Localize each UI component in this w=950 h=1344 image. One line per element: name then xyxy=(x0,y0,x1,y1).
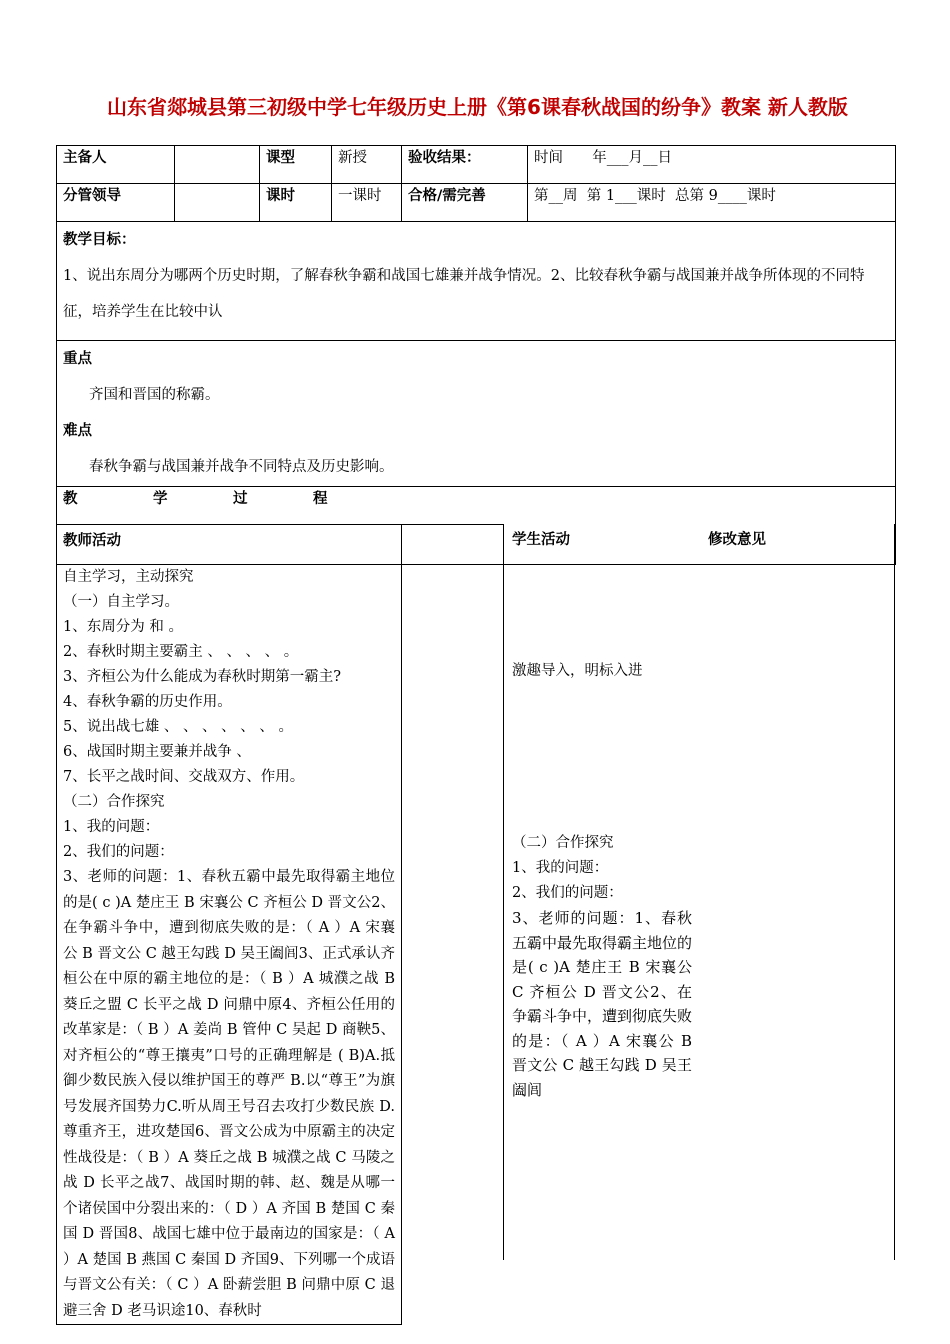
process-char: 过 xyxy=(233,491,248,507)
revise-column-header: 修改意见 xyxy=(700,524,894,565)
class-hours-value: 一课时 xyxy=(332,184,402,222)
student-activity-cell xyxy=(503,524,701,1260)
key-text: 齐国和晋国的称霸。 xyxy=(89,387,220,403)
teacher-line: 5、说出战七雄 、 、 、 、 、 、 。 xyxy=(63,719,293,735)
objectives-section xyxy=(57,222,896,341)
student-line: 1、我的问题： xyxy=(512,860,609,876)
teacher-line: （一）自主学习。 xyxy=(63,594,179,610)
teacher-line: 2、春秋时期主要霸主 、 、 、 、 。 xyxy=(63,644,299,660)
lesson-type-label: 课型 xyxy=(260,146,332,184)
qualified-label: 合格/需完善 xyxy=(402,184,528,222)
teacher-line: 3、齐桓公为什么能成为春秋时期第一霸主? xyxy=(63,669,341,685)
teacher-line: （二）合作探究 xyxy=(63,794,165,810)
process-char: 教 xyxy=(63,491,78,507)
lesson-type-value: 新授 xyxy=(332,146,402,184)
supervisor-value xyxy=(175,184,260,222)
student-intro: 激趣导入，明标入进 xyxy=(512,663,643,679)
objectives-heading: 教学目标： xyxy=(63,232,136,248)
time-cell xyxy=(528,146,896,184)
objectives-text: 1、说出东周分为哪两个历史时期，了解春秋争霸和战国七雄兼并战争情况。2、比较春秋争霸与战国兼并战争所体现的不同特征，培养学生在比较中认 xyxy=(63,268,865,320)
preparer-value xyxy=(175,146,260,184)
supervisor-label: 分管领导 xyxy=(57,184,175,222)
teacher-line: 7、长平之战时间、交战双方、作用。 xyxy=(63,769,305,785)
class-hours-label: 课时 xyxy=(260,184,332,222)
time-label: 时间 xyxy=(534,150,563,166)
teacher-line: 2、我们的问题： xyxy=(63,844,174,860)
key-difficult-section xyxy=(57,341,896,487)
acceptance-label: 验收结果： xyxy=(402,146,528,184)
date-text: 年___月__日 xyxy=(592,150,672,166)
teacher-line: 自主学习，主动探究 xyxy=(63,569,194,585)
teacher-line: 6、战国时期主要兼并战争 、 xyxy=(63,744,251,760)
period-text: 第__周 第 1___课时 总第 9____课时 xyxy=(528,184,896,222)
teacher-questions: 3、老师的问题：1、春秋五霸中最先取得霸主地位的是( c )A 楚庄王 B 宋襄公 C 齐桓公 D 晋文公2、在争霸斗争中，遭到彻底失败的是：（ A ）A 宋襄公 B 晋文公 C 越王勾践 D 吴王阖闾3、正式承认齐桓公在中原的霸主地位的是：（ B ）A 城濮之战 B 葵丘之盟 C 长平之战 D 问鼎中原4、齐桓公任用的改革家是：（ B ）A 姜尚 B 管仲 C 吴起 D 商鞅5、对齐桓公的“尊王攘夷”口号的正确理解是 ( B)A.抵御少数民族入侵以维护国王的尊严 B.以“尊王”为旗号发展齐国势力C.听从周王号召去攻打少数民族 D.尊重齐王，进攻楚国6、晋文公成为中原霸主的决定性战役是：（ B ）A 葵丘之战 B 城濮之战 C 马陵之战 D 长平之战7、战国时期的韩、赵、魏是从哪一个诸侯国中分裂出来的：（ D ）A 齐国 B 楚国 C 秦国 D 晋国8、战国七雄中位于最南边的国家是：（ A ）A 楚国 B 燕国 C 秦国 D 齐国9、下列哪一个成语与晋文公有关：（ C ）A 卧薪尝胆 B 问鼎中原 C 退避三舍 D 老马识途10、春秋时 xyxy=(63,869,395,1319)
difficult-text: 春秋争霸与战国兼并战争不同特点及历史影响。 xyxy=(89,459,394,475)
difficult-heading: 难点 xyxy=(63,423,92,439)
student-questions: 3、老师的问题：1、春秋五霸中最先取得霸主地位的是( c )A 楚庄王 B 宋襄公 C 齐桓公 D 晋文公2、在争霸斗争中，遭到彻底失败的是：（ A ）A 宋襄公 B 晋文公 C 越王勾践 D 吴王阖闾 xyxy=(512,909,693,1099)
teacher-line: 1、东周分为 和 。 xyxy=(63,619,183,635)
preparer-label: 主备人 xyxy=(57,146,175,184)
student-line: （二）合作探究 xyxy=(512,835,614,851)
process-char: 程 xyxy=(313,491,328,507)
document-title: 山东省郯城县第三初级中学七年级历史上册《第6课春秋战国的纷争》教案 新人教版 xyxy=(107,95,848,119)
teacher-column-header: 教师活动 xyxy=(57,525,402,565)
teacher-line: 1、我的问题： xyxy=(63,819,160,835)
process-char: 学 xyxy=(153,491,168,507)
revise-cell xyxy=(700,524,895,1260)
process-heading xyxy=(57,487,896,525)
student-column-header: 学生活动 xyxy=(504,524,700,565)
teacher-line: 4、春秋争霸的历史作用。 xyxy=(63,694,232,710)
student-line: 2、我们的问题： xyxy=(512,885,623,901)
key-heading: 重点 xyxy=(63,351,92,367)
teacher-activity-cell xyxy=(57,565,402,1325)
